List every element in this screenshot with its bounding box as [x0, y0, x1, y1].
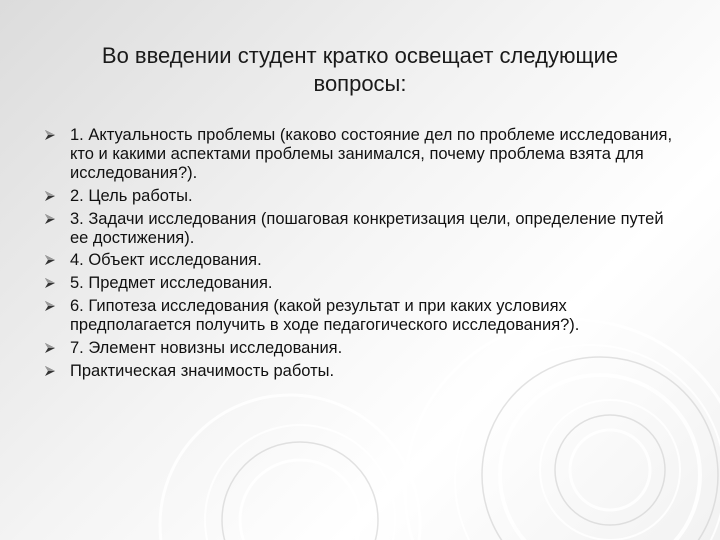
- list-item-text: 2. Цель работы.: [70, 186, 193, 205]
- arrowhead-bullet-icon: [44, 342, 56, 354]
- list-item: [44, 297, 684, 335]
- list-item-text: Практическая значимость работы.: [70, 361, 335, 380]
- arrowhead-bullet-icon: [44, 190, 56, 202]
- list-item-text: 5. Предмет исследования.: [70, 274, 273, 293]
- list-item: [44, 187, 684, 206]
- slide-title-line: Во введении студент кратко освещает следующие: [101, 43, 619, 68]
- list-item: [44, 126, 684, 183]
- slide-title: [40, 42, 680, 98]
- list-item-text: 4. Объект исследования.: [70, 251, 262, 270]
- arrowhead-bullet-icon: [44, 213, 56, 225]
- arrowhead-bullet-icon: [44, 300, 56, 312]
- list-item-text: 1. Актуальность проблемы (каково состояние дел по проблеме исследования, кто и какими аспектами проблемы занимался, почему проблема взята для исследования?).: [70, 126, 673, 182]
- bullet-list: [44, 126, 684, 384]
- list-item: [44, 251, 684, 270]
- arrowhead-bullet-icon: [44, 365, 56, 377]
- list-item-text: 6. Гипотеза исследования (какой результат и при каких условиях предполагается получить в ходе педагогического исследования?).: [70, 296, 580, 334]
- arrowhead-bullet-icon: [44, 254, 56, 266]
- list-item: [44, 362, 684, 381]
- list-item: [44, 339, 684, 358]
- list-item: [44, 210, 684, 248]
- list-item: [44, 274, 684, 293]
- slide-title-line: вопросы:: [313, 71, 407, 96]
- list-item-text: 7. Элемент новизны исследования.: [70, 338, 343, 357]
- list-item-text: 3. Задачи исследования (пошаговая конкретизация цели, определение путей ее достижения).: [70, 209, 664, 247]
- arrowhead-bullet-icon: [44, 129, 56, 141]
- arrowhead-bullet-icon: [44, 277, 56, 289]
